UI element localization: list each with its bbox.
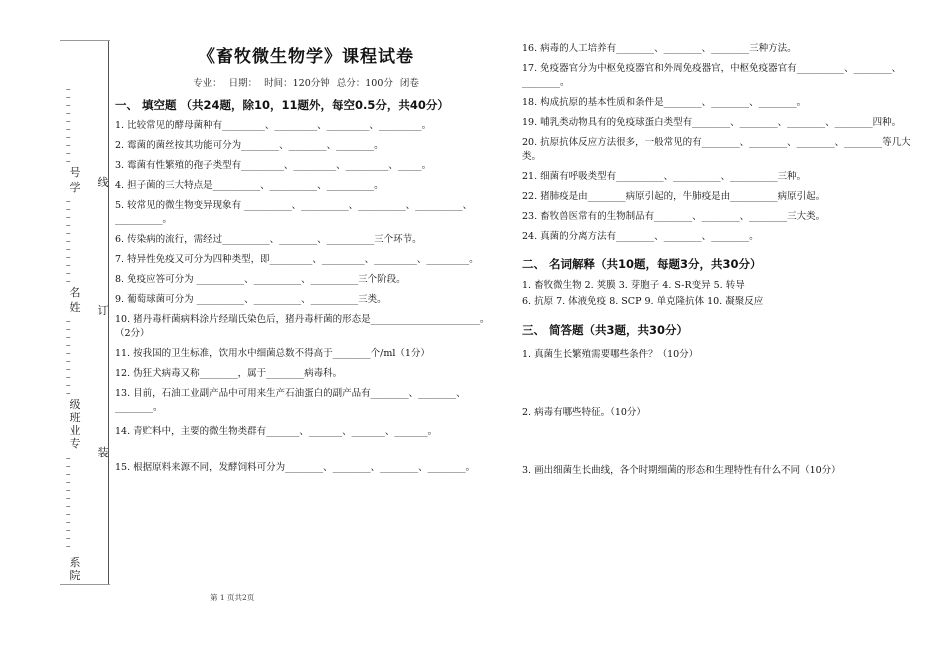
section-1-heading: 一、 填空题 （共24题，除10，11题外，每空0.5分，共40分） <box>115 98 449 112</box>
question-12: 12. 伪狂犬病毒又称________，属于________病毒科。 <box>115 368 343 379</box>
question-9: 9. 葡萄球菌可分为 __________、__________、__________三类。 <box>115 294 387 305</box>
question-11: 11. 按我国的卫生标准，饮用水中细菌总数不得高于________个/ml（1分） <box>115 348 430 359</box>
question-5: 5. 较常见的微生物变异现象有 __________、__________、__________、__________、__________。 <box>115 200 473 225</box>
question-10: 10. 猪丹毒杆菌病料涂片经瑞氏染色后，猪丹毒杆菌的形态是_______________________。（2分） <box>115 314 490 339</box>
question-4: 4. 担子菌的三大特点是__________、__________、__________。 <box>115 180 384 191</box>
question-19: 19. 哺乳类动物具有的免疫球蛋白类型有________、________、________、________四种。 <box>522 117 902 128</box>
question-7: 7. 特异性免疫又可分为四种类型，即_________、_________、_________、_________。 <box>115 254 479 265</box>
answer-question-2: 2. 病毒有哪些特征。（10分） <box>522 407 646 418</box>
right-column <box>522 40 912 484</box>
page-footer: 第 1 页共2页 <box>210 593 255 602</box>
section-2-heading: 二、 名词解释（共10题，每题3分，共30分） <box>522 257 762 271</box>
question-18: 18. 构成抗原的基本性质和条件是________、________、________。 <box>522 97 807 108</box>
label-yuan: 院 <box>69 569 81 582</box>
blank-line: – – – – – – – – – – – <box>66 197 71 287</box>
label-hao: 号 <box>69 166 81 179</box>
label-xing: 姓 <box>69 301 81 314</box>
binding-bottom-rule <box>60 584 110 585</box>
question-8: 8. 免疫应答可分为 __________、__________、__________三个阶段。 <box>115 274 406 285</box>
question-15: 15. 根据原料来源不同，发酵饲料可分为________、________、________、________。 <box>115 462 476 473</box>
question-22: 22. 猪肺疫是由________病原引起的，牛肺疫是由__________病原引起。 <box>522 191 826 202</box>
label-ji: 级 <box>69 398 81 411</box>
exam-meta: 专业： 日期： 时间：120分钟 总分：100分 闭卷 <box>193 78 419 89</box>
question-21: 21. 细菌有呼吸类型有__________、__________、__________三种。 <box>522 171 807 182</box>
cut-label-zhuang: 装 <box>97 446 109 459</box>
blank-line: – – – – – – – – – – – – <box>66 454 71 552</box>
question-24: 24. 真菌的分离方法有________、________、________。 <box>522 231 759 242</box>
label-xue: 学 <box>69 181 81 194</box>
question-2: 2. 霉菌的菌丝按其功能可分为________、________、________。 <box>115 140 384 151</box>
question-16: 16. 病毒的人工培养有________、________、________三种方法。 <box>522 43 797 54</box>
question-13: 13. 目前，石油工业副产品中可用来生产石油蛋白的副产品有________、________、________。 <box>115 388 466 413</box>
label-zhuan: 专 <box>69 437 81 450</box>
question-23: 23. 畜牧兽医常有的生物制品有________、________、________三大类。 <box>522 211 826 222</box>
question-3: 3. 霉菌有性繁殖的孢子类型有_________、_________、_________、_____。 <box>115 160 432 171</box>
exam-title: 《畜牧微生物学》课程试卷 <box>198 47 414 67</box>
blank-line: – – – – – – – – – – <box>66 85 71 167</box>
label-xi: 系 <box>69 556 81 569</box>
cut-label-ding: 订 <box>97 304 109 317</box>
label-ming: 名 <box>69 286 81 299</box>
binding-top-rule <box>60 40 110 41</box>
question-14: 14. 青贮料中，主要的微生物类群有_______、_______、_______、_______。 <box>115 426 438 437</box>
blank-line: – – – – – – – – – – <box>66 317 71 399</box>
answer-question-1: 1. 真菌生长繁殖需要哪些条件？（10分） <box>522 349 699 360</box>
cut-label-xian: 线 <box>97 176 109 189</box>
question-20: 20. 抗原抗体反应方法很多，一般常见的有________、________、________、________等几大类。 <box>522 137 911 162</box>
answer-question-3: 3. 画出细菌生长曲线，各个时期细菌的形态和生理特性有什么不同（10分） <box>522 465 841 476</box>
question-1: 1. 比较常见的酵母菌种有_________、_________、_________、_________。 <box>115 120 432 131</box>
question-6: 6. 传染病的流行，需经过__________、________、__________三个环节。 <box>115 234 422 245</box>
label-ye: 业 <box>69 424 81 437</box>
question-17: 17. 免疫器官分为中枢免疫器官和外周免疫器官，中枢免疫器官有__________、________、________。 <box>522 63 902 88</box>
left-column <box>115 40 497 481</box>
section-3-heading: 三、 简答题（共3题，共30分） <box>522 323 689 337</box>
terms-row-2: 6. 抗原 7. 体液免疫 8. SCP 9. 单克隆抗体 10. 凝聚反应 <box>522 296 764 307</box>
label-ban: 班 <box>69 411 81 424</box>
terms-row-1: 1. 畜牧微生物 2. 荚膜 3. 芽胞子 4. S-R变异 5. 转导 <box>522 280 745 291</box>
